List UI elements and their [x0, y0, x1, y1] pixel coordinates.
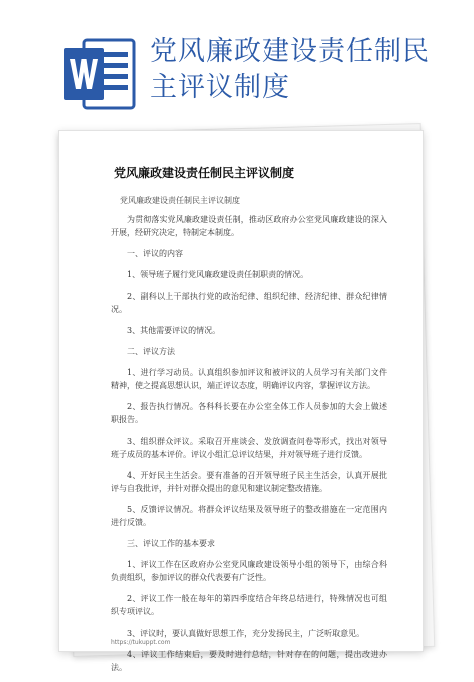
section-heading: 三、评议工作的基本要求 — [127, 539, 215, 549]
paragraph: 5、反馈评议情况。将群众评议结果及领导班子的整改措施在一定范围内进行反馈。 — [111, 504, 387, 527]
paragraph: 2、副科以上干部执行党的政治纪律、组织纪律、经济纪律、群众纪律情况。 — [111, 291, 387, 314]
page-title: 党风廉政建设责任制民主评议制度 — [150, 36, 430, 103]
paragraph: 3、组织群众评议。采取召开座谈会、发放调查问卷等形式，找出对领导班子成员的基本评价。评议小组汇总评议结果，并对领导班子进行反馈。 — [111, 436, 387, 459]
paragraph: 为贯彻落实党风廉政建设责任制，推动区政府办公室党风廉政建设的深入开展，经研究决定，特制定本制度。 — [111, 215, 387, 237]
section-heading: 一、评议的内容 — [127, 249, 183, 259]
paragraph: 2、评议工作一般在每年的第四季度结合年终总结进行，特殊情况也可组织专项评议。 — [111, 594, 387, 617]
paragraph: 4、开好民主生活会。要有准备的召开领导班子民主生活会，认真开展批评与自我批评，并针对群众提出的意见和建议制定整改措施。 — [111, 470, 387, 493]
paragraph: 1、领导班子履行党风廉政建设责任制职责的情况。 — [127, 270, 309, 280]
paragraph: 2、报告执行情况。各科科长要在办公室全体工作人员参加的大会上做述职报告。 — [111, 402, 387, 425]
footer-url: https://tukuppt.com — [111, 639, 171, 646]
paragraph: 1、评议工作在区政府办公室党风廉政建设领导小组的领导下，由综合科负责组织，参加评议的群众代表要有广泛性。 — [111, 560, 387, 583]
section-heading: 二、评议方法 — [127, 346, 175, 356]
paragraph: 3、其他需要评议的情况。 — [127, 325, 221, 335]
document-subtitle: 党风廉政建设责任制民主评议制度 — [120, 196, 240, 205]
paragraph: 1、进行学习动员。认真组织参加评议和被评议的人员学习有关部门文件精神，使之提高思想认识，端正评议态度，明确评议内容，掌握评议方法。 — [111, 368, 387, 391]
document-page — [58, 130, 424, 672]
document-title: 党风廉政建设责任制民主评议制度 — [114, 166, 295, 180]
word-app-icon — [62, 36, 138, 112]
paragraph: 4、评议工作结束后，要及时进行总结，针对存在的问题，提出改进办法。 — [111, 649, 387, 672]
paragraph: 3、评议时，要认真做好思想工作，充分发扬民主，广泛听取意见。 — [127, 628, 365, 638]
document-body — [111, 213, 387, 682]
